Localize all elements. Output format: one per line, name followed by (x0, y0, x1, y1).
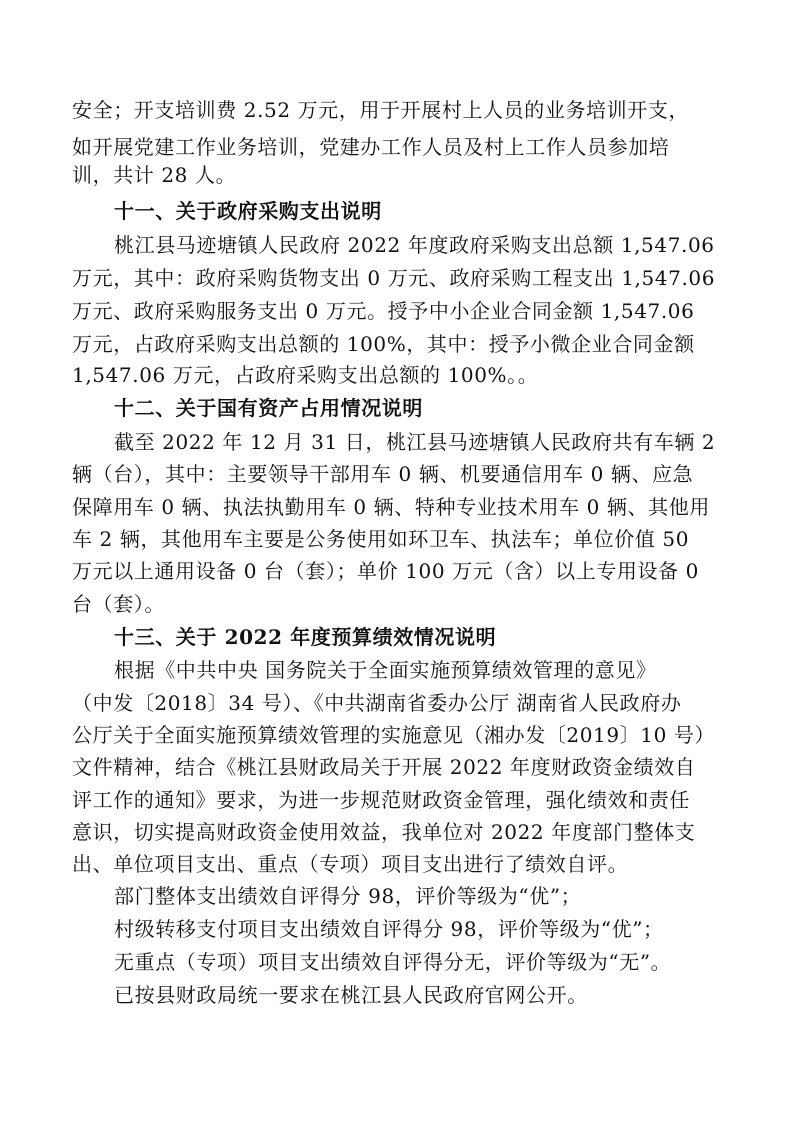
text-line: 如开展党建工作业务培训，党建办工作人员及村上工作人员参加培 (72, 135, 670, 159)
text-line: 评工作的通知》要求，为进一步规范财政资金管理，强化绩效和责任 (72, 788, 690, 812)
text-line: 公厅关于全面实施预算绩效管理的实施意见（湘办发〔2019〕10 号） (72, 723, 716, 747)
text-line: 根据《中共中央 国务院关于全面实施预算绩效管理的意见》 (114, 658, 657, 682)
text-line: 出、单位项目支出、重点（专项）项目支出进行了绩效自评。 (72, 852, 629, 876)
text-line: 已按县财政局统一要求在桃江县人民政府官网公开。 (114, 983, 588, 1007)
text-line: 辆（台），其中：主要领导干部用车 0 辆、机要通信用车 0 辆、应急 (72, 462, 694, 486)
text-line: 车 2 辆，其他用车主要是公务使用如环卫车、执法车；单位价值 50 (72, 527, 690, 551)
text-line: 安全；开支培训费 2.52 万元，用于开展村上人员的业务培训开支， (72, 98, 690, 122)
text-line: 万元，占政府采购支出总额的 100%，其中：授予小微企业合同金额 (72, 332, 695, 356)
text-line: 截至 2022 年 12 月 31 日，桃江县马迹塘镇人民政府共有车辆 2 (114, 430, 716, 454)
section-heading-12: 十二、关于国有资产占用情况说明 (114, 396, 423, 420)
section-heading-11: 十一、关于政府采购支出说明 (114, 199, 382, 223)
text-line: 万元、政府采购服务支出 0 万元。授予中小企业合同金额 1,547.06 (72, 299, 695, 323)
text-line: 训，共计 28 人。 (72, 163, 237, 187)
text-line: 意识，切实提高财政资金使用效益，我单位对 2022 年度部门整体支 (72, 820, 696, 844)
section-heading-13: 十三、关于 2022 年度预算绩效情况说明 (114, 625, 497, 649)
text-line: 万元，其中：政府采购货物支出 0 万元、政府采购工程支出 1,547.06 (72, 266, 716, 290)
text-line: 文件精神，结合《桃江县财政局关于开展 2022 年度财政资金绩效自 (72, 755, 696, 779)
text-line: 保障用车 0 辆、执法执勤用车 0 辆、特种专业技术用车 0 辆、其他用 (72, 495, 710, 519)
text-line: 万元以上通用设备 0 台（套）；单价 100 万元（含）以上专用设备 0 (72, 559, 700, 583)
text-line: 桃江县马迹塘镇人民政府 2022 年度政府采购支出总额 1,547.06 (114, 233, 715, 257)
text-line: 1,547.06 万元，占政府采购支出总额的 100%。。 (72, 363, 539, 387)
text-line: 村级转移支付项目支出绩效自评得分 98，评价等级为“优”； (114, 917, 664, 941)
text-line: 台（套）。 (72, 592, 165, 616)
text-line: 无重点（专项）项目支出绩效自评得分无，评价等级为“无”。 (114, 950, 672, 974)
text-line: （中发〔2018〕34 号）、《中共湖南省委办公厅 湖南省人民政府办 (72, 691, 682, 715)
text-line: 部门整体支出绩效自评得分 98，评价等级为“优”； (114, 884, 582, 908)
